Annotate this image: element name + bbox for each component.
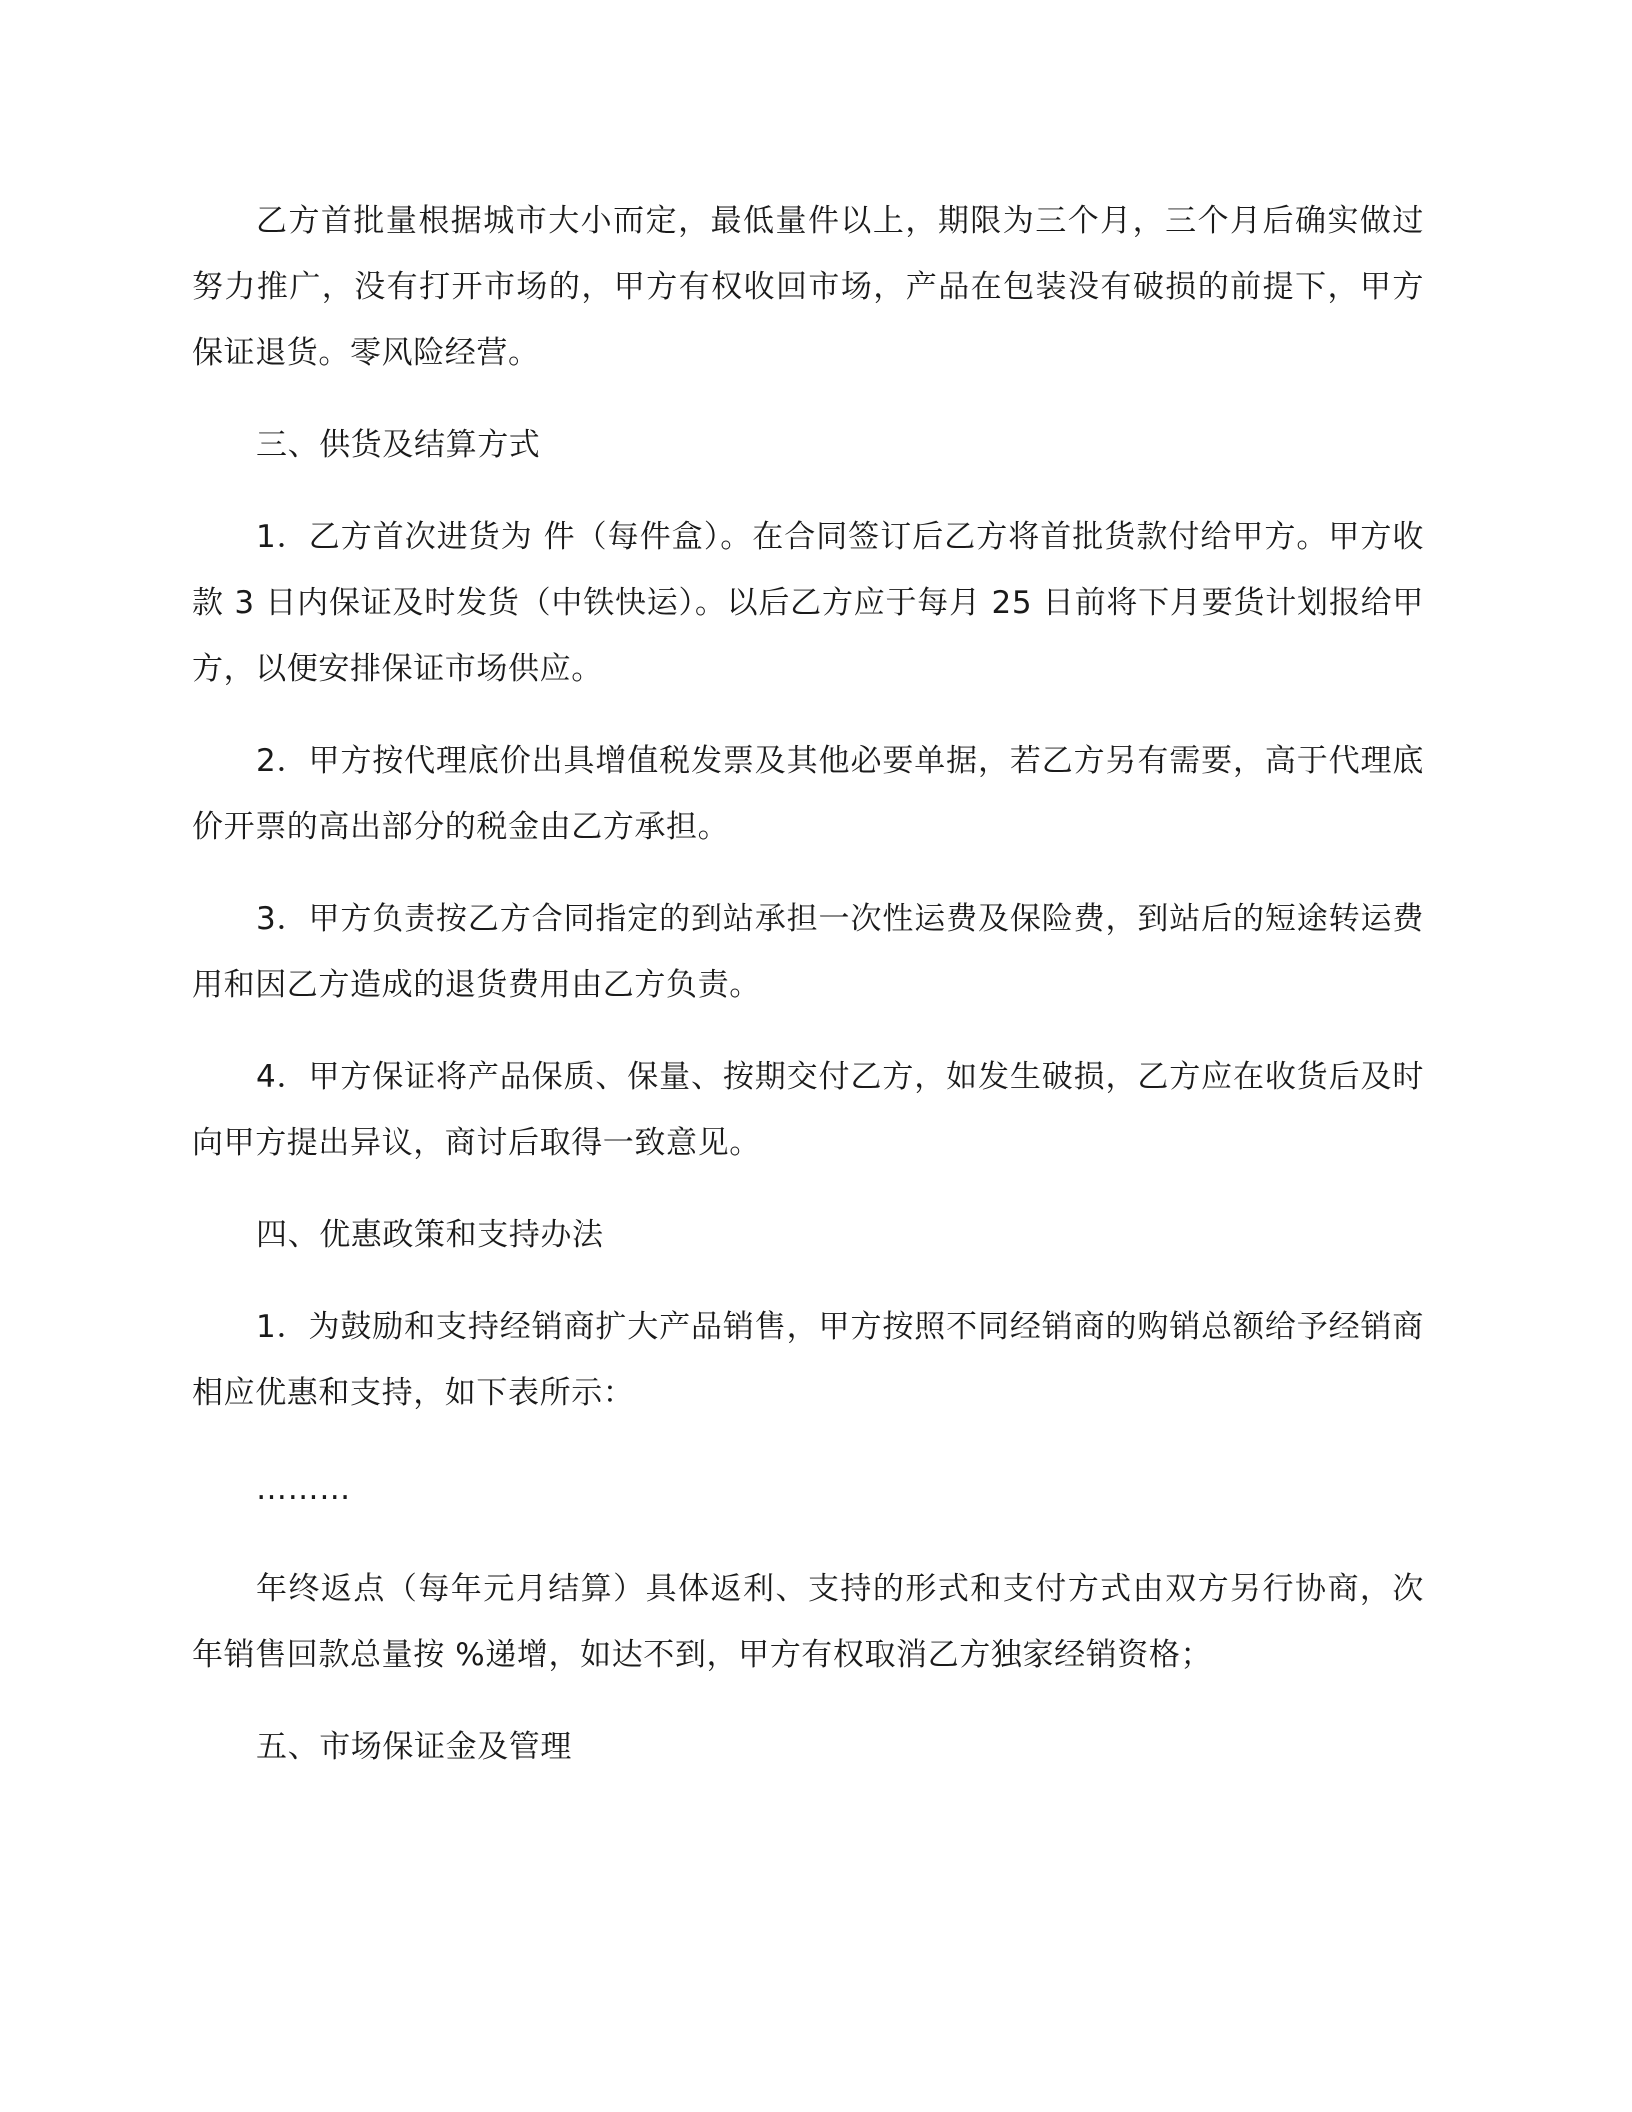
paragraph-supply-3: 3．甲方负责按乙方合同指定的到站承担一次性运费及保险费，到站后的短途转运费用和因乙方造成的退货费用由乙方负责。: [192, 901, 1424, 1003]
paragraph-policy-1: 1．为鼓励和支持经销商扩大产品销售，甲方按照不同经销商的购销总额给予经销商相应优惠和支持，如下表所示：: [192, 1309, 1424, 1411]
ellipsis-line: ………: [256, 1471, 351, 1507]
paragraph-year-end-rebate: 年终返点（每年元月结算）具体返利、支持的形式和支付方式由双方另行协商，次年销售回款总量按 %递增，如达不到，甲方有权取消乙方独家经销资格；: [192, 1571, 1424, 1673]
section-heading-policy: 四、优惠政策和支持办法: [256, 1217, 604, 1253]
document-body: [192, 188, 1424, 1806]
paragraph-supply-2: 2．甲方按代理底价出具增值税发票及其他必要单据，若乙方另有需要，高于代理底价开票的高出部分的税金由乙方承担。: [192, 743, 1424, 845]
section-heading-deposit: 五、市场保证金及管理: [256, 1729, 572, 1765]
paragraph-supply-1: 1．乙方首次进货为 件（每件盒）。在合同签订后乙方将首批货款付给甲方。甲方收款 3 日内保证及时发货（中铁快运）。以后乙方应于每月 25 日前将下月要货计划报给甲方，以便安排保证市场供应。: [192, 519, 1424, 687]
paragraph-supply-4: 4．甲方保证将产品保质、保量、按期交付乙方，如发生破损，乙方应在收货后及时向甲方提出异议，商讨后取得一致意见。: [192, 1059, 1424, 1161]
paragraph-first-batch: 乙方首批量根据城市大小而定，最低量件以上，期限为三个月，三个月后确实做过努力推广，没有打开市场的，甲方有权收回市场，产品在包装没有破损的前提下，甲方保证退货。零风险经营。: [192, 203, 1424, 371]
section-heading-supply: 三、供货及结算方式: [256, 427, 541, 463]
